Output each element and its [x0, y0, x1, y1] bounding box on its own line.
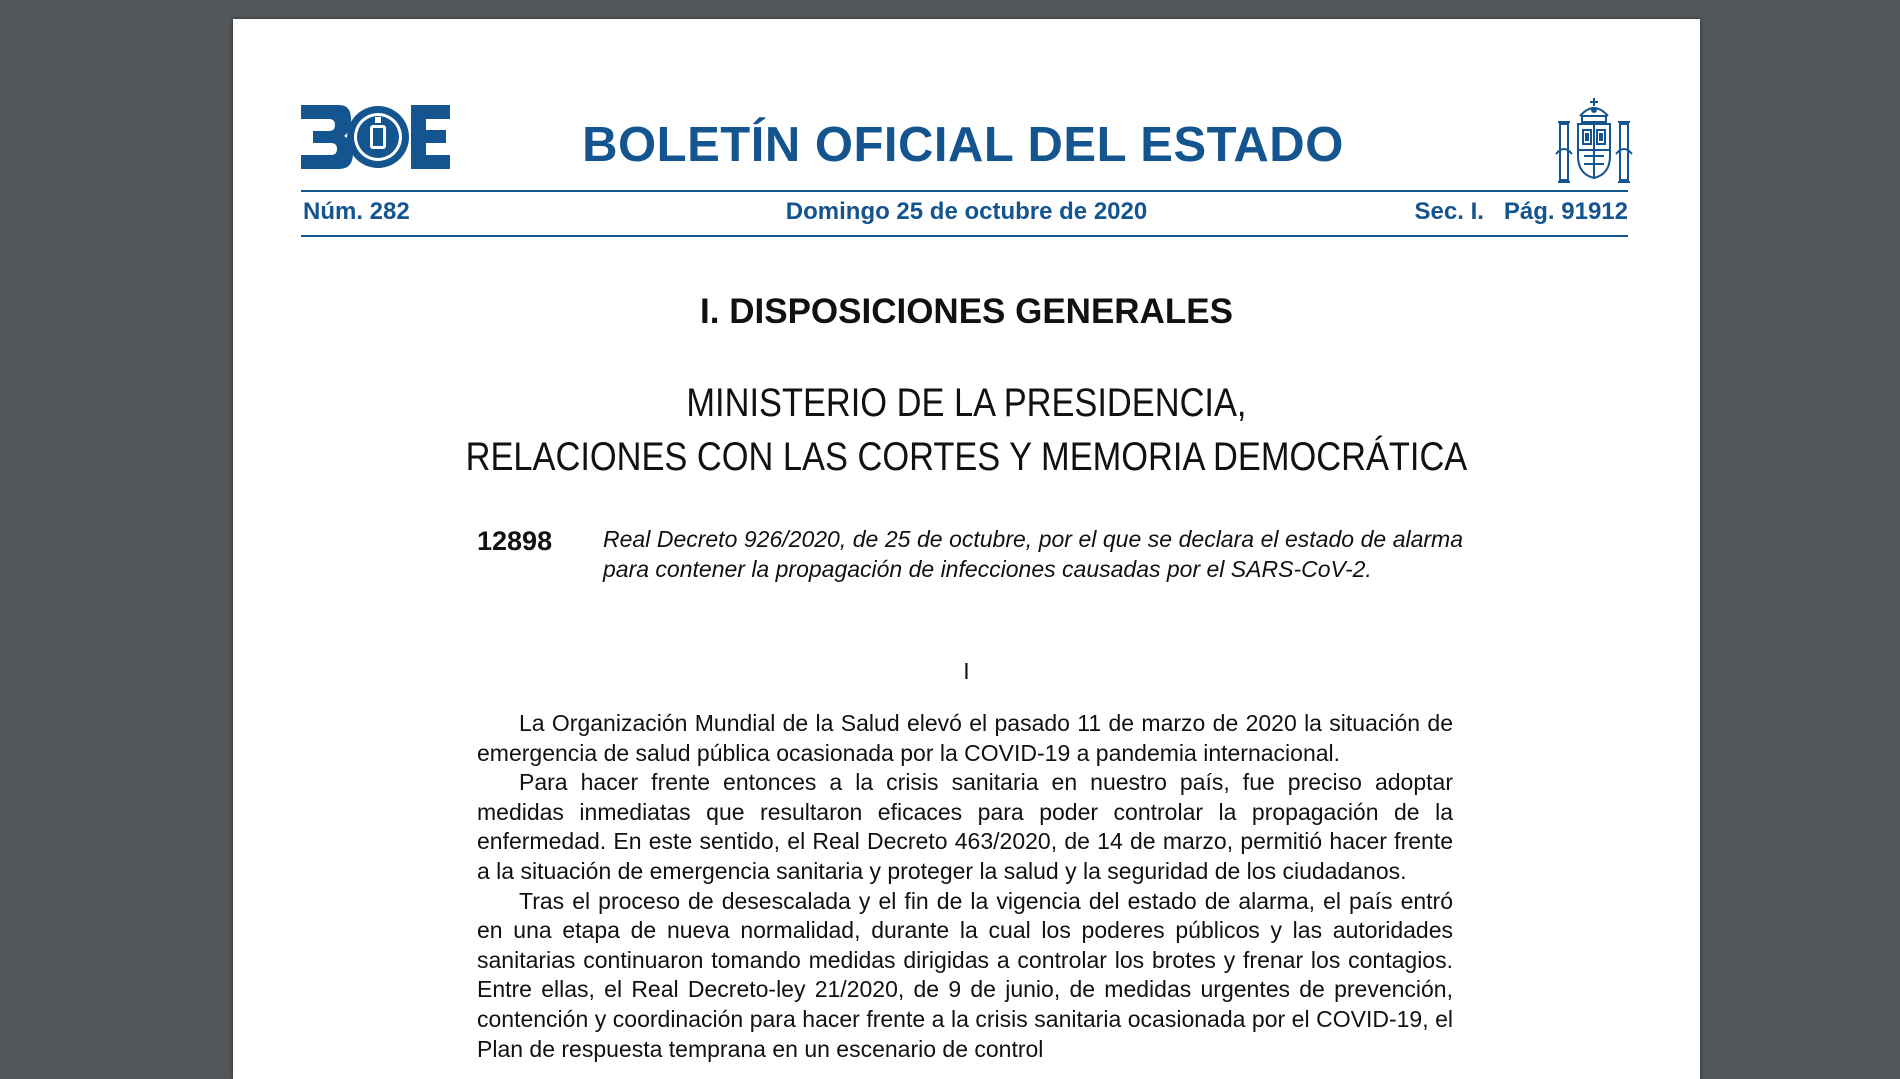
ministry-line-2: RELACIONES CON LAS CORTES Y MEMORIA DEMOCRÁTICA — [465, 435, 1468, 479]
decree-title: Real Decreto 926/2020, de 25 de octubre, por el que se declara el estado de alarma para contener la propagación de infecciones causadas por el SARS-CoV-2. — [603, 526, 1463, 582]
paragraph: La Organización Mundial de la Salud elevó el pasado 11 de marzo de 2020 la situación de emergencia de salud pública ocasionada por la COVID-19 a pandemia internacional. — [477, 710, 1453, 766]
ministry-line-1: MINISTERIO DE LA PRESIDENCIA, — [686, 381, 1247, 425]
bulletin-title: BOLETÍN OFICIAL DEL ESTADO — [582, 118, 1344, 172]
page-number: Pág. 91912 — [1503, 198, 1628, 225]
issue-number: Núm. 282 — [303, 198, 410, 225]
header-rule-bottom — [301, 235, 1628, 237]
issue-date: Domingo 25 de octubre de 2020 — [785, 198, 1148, 225]
document-page — [233, 19, 1700, 1079]
body-text — [477, 709, 1453, 1064]
spain-coat-of-arms-icon — [1554, 94, 1634, 194]
boe-logo — [301, 105, 450, 169]
decree-number: 12898 — [477, 526, 553, 556]
chapter-numeral: I — [963, 658, 970, 684]
paragraph: Tras el proceso de desescalada y el fin de la vigencia del estado de alarma, el país entró en una etapa de nueva normalidad, durante la cual los poderes públicos y las autoridades sanitarias continuaron tomando medidas dirigidas a controlar los brotes y frenar los contagios. Entre ellas, el Real Decreto-ley 21/2020, de 9 de junio, de medidas urgentes de prevención, contención y coordinación para hacer frente a la crisis sanitaria ocasionada por el COVID-19, el Plan de respuesta temprana en un escenario de control — [477, 887, 1453, 1062]
section-title: I. DISPOSICIONES GENERALES — [700, 292, 1233, 331]
ministry-title — [336, 376, 1598, 484]
section-page — [1415, 198, 1628, 226]
paragraph: Para hacer frente entonces a la crisis sanitaria en nuestro país, fue preciso adoptar medidas inmediatas que resultaron eficaces para poder controlar la propagación de la enfermedad. En este sentido, el Real Decreto 463/2020, de 14 de marzo, permitió hacer frente a la situación de emergencia sanitaria y proteger la salud y la seguridad de los ciudadanos. — [477, 769, 1453, 884]
section-label: Sec. I. — [1414, 198, 1484, 225]
header-rule-top — [301, 190, 1628, 192]
